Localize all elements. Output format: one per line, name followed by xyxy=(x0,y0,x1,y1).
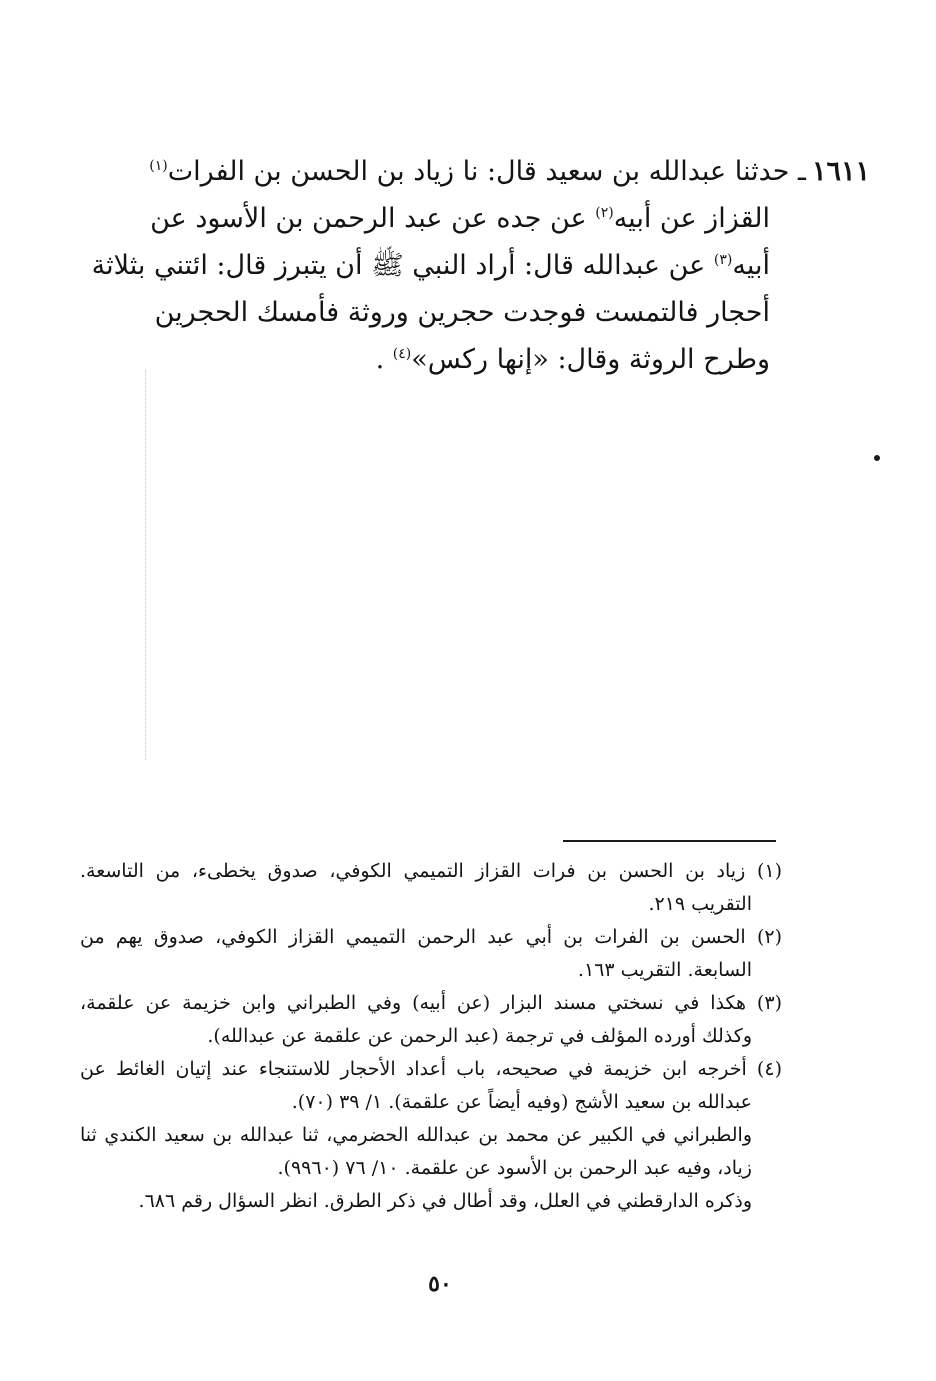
footnote-4 xyxy=(80,1053,782,1218)
page-number: ٥٠ xyxy=(428,1271,452,1297)
footnote-ref-4: (٤) xyxy=(392,346,412,362)
footnote-line: والطبراني في الكبير عن محمد بن عبدالله الحضرمي، ثنا عبدالله بن سعيد الكندي ثنا xyxy=(80,1124,752,1146)
hadith-line-3: أبيه$^{(٣)}$ عن عبدالله قال: أراد النبي ﷺ أن يتبرز قال: ائتني بثلاثة xyxy=(91,250,770,281)
footnote-ref-2: (٢) xyxy=(595,205,614,221)
gutter-line xyxy=(145,370,146,760)
footnote-ref-3: (٣) xyxy=(713,252,733,268)
hadith-line-4: أحجار فالتمست فوجدت حجرين وروثة فأمسك الحجرين xyxy=(154,297,770,328)
hadith-line-1: ١٦١١ـ حدثنا عبدالله بن سعيد قال: نا زياد بن الحسن بن الفرات$^{(١)}$ xyxy=(149,156,870,187)
footnote-ref-1: (١) xyxy=(149,158,168,174)
hadith-line-2: القزاز عن أبيه$^{(٢)}$ عن جده عن عبد الرحمن بن الأسود عن xyxy=(150,203,770,234)
footnote-3 xyxy=(80,987,782,1053)
footnote-line: عبدالله بن سعيد الأشج (وفيه أيضاً عن علقمة). ١/ ٣٩ (٧٠). xyxy=(291,1091,752,1113)
footnote-line: (٤) أخرجه ابن خزيمة في صحيحه، باب أعداد الأحجار للاستنجاء عند إتيان الغائط عن xyxy=(80,1058,782,1080)
footnote-line: وذكره الدارقطني في العلل، وقد أطال في ذكر الطرق. انظر السؤال رقم ٦٨٦. xyxy=(138,1190,752,1212)
footnote-line: التقريب ٢١٩. xyxy=(648,893,752,915)
hadith-text xyxy=(91,148,870,383)
hadith-number: ١٦١١ xyxy=(811,156,870,187)
margin-dot xyxy=(874,455,880,461)
footnote-line: وكذلك أورده المؤلف في ترجمة (عبد الرحمن عن علقمة عن عبدالله). xyxy=(207,1025,752,1047)
footnotes xyxy=(80,855,782,1218)
footnote-line: السابعة. التقريب ١٦٣. xyxy=(577,959,752,981)
footnote-2 xyxy=(80,921,782,987)
footnote-line: (١) زياد بن الحسن بن فرات القزاز التميمي الكوفي، صدوق يخطىء، من التاسعة. xyxy=(80,860,782,882)
hadith-line-5: وطرح الروثة وقال: «إنها ركس»$^{(٤)}$ . xyxy=(375,344,770,375)
footnote-separator xyxy=(563,840,776,842)
footnote-line: (٢) الحسن بن الفرات بن أبي عبد الرحمن التميمي القزاز الكوفي، صدوق يهم من xyxy=(80,926,782,948)
footnote-line: (٣) هكذا في نسختي مسند البزار (عن أبيه) وفي الطبراني وابن خزيمة عن علقمة، xyxy=(80,992,782,1014)
footnote-line: زياد، وفيه عبد الرحمن بن الأسود عن علقمة. ١٠/ ٧٦ (٩٩٦٠). xyxy=(277,1157,752,1179)
footnote-1 xyxy=(80,855,782,921)
